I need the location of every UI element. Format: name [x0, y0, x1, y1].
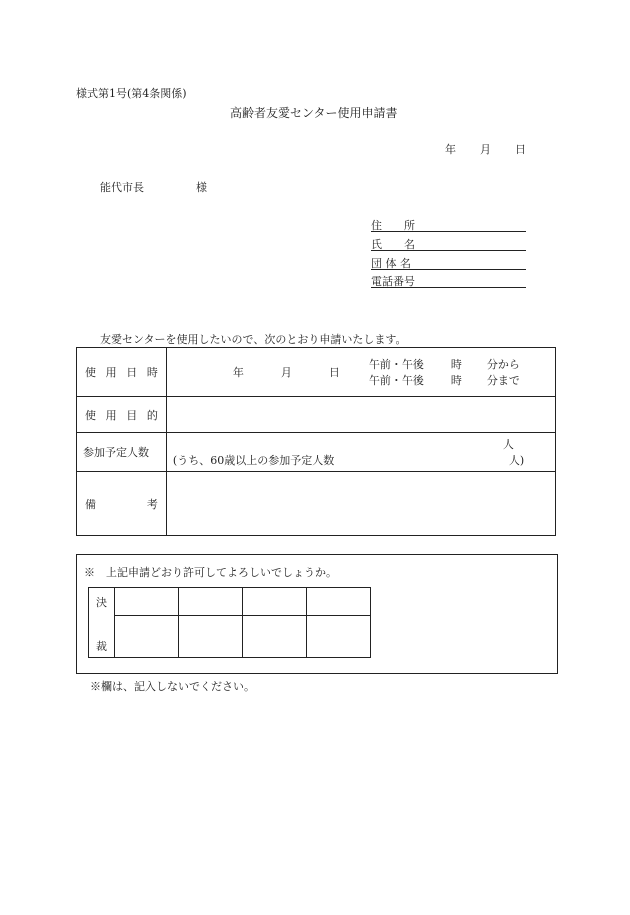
applicant-phone-line [371, 273, 526, 288]
application-table [76, 347, 556, 536]
participants-unit: 人 [502, 438, 514, 451]
approval-stamp-cell [179, 588, 243, 616]
remarks-value-cell [166, 472, 555, 536]
participants-row [77, 433, 556, 472]
kessai-bottom-label: 裁 [96, 640, 107, 653]
usage-purpose-value-cell [166, 397, 555, 433]
remarks-row [77, 472, 556, 536]
end-hour-label: 時 [450, 374, 462, 387]
addressee-name: 能代市長 [100, 181, 144, 194]
document-title: 高齢者友愛センター使用申請書 [230, 106, 398, 120]
start-hour-label: 時 [450, 358, 462, 371]
approval-stamp-cell [115, 616, 179, 658]
usage-datetime-value-cell [166, 348, 555, 397]
approval-stamp-cell [179, 616, 243, 658]
usage-month-label: 月 [280, 366, 292, 379]
kessai-top-label: 決 [96, 596, 107, 609]
approval-stamp-cell [243, 616, 307, 658]
approval-box [76, 554, 558, 674]
kessai-label-cell [89, 588, 115, 658]
usage-datetime-label-cell: 使 用 日 時 [77, 348, 167, 397]
participants-value-cell [166, 433, 555, 472]
start-ampm-label: 午前・午後 [368, 358, 424, 371]
usage-day-label: 日 [328, 366, 340, 379]
date-year-label: 年 [445, 143, 456, 156]
applicant-group-label: 団 体 名 [371, 257, 411, 270]
applicant-name-label: 氏 名 [371, 238, 415, 251]
senior-participants-unit: 人) [508, 454, 525, 467]
participants-label: 参加予定人数 [83, 446, 149, 459]
approval-grid [88, 587, 371, 658]
applicant-phone-label: 電話番号 [371, 275, 415, 288]
start-minute-label: 分から [486, 358, 520, 371]
approval-note: ※ 上記申請どおり許可してよろしいでしょうか。 [84, 566, 337, 579]
footnote: ※欄は、記入しないでください。 [90, 680, 255, 693]
usage-year-label: 年 [232, 366, 244, 379]
approval-stamp-cell [307, 616, 371, 658]
applicant-address-line [371, 217, 526, 232]
date-day-label: 日 [515, 143, 526, 156]
approval-stamp-cell [115, 588, 179, 616]
usage-purpose-label-cell: 使 用 目 的 [77, 397, 167, 433]
addressee-honorific: 様 [196, 181, 207, 194]
date-month-label: 月 [480, 143, 491, 156]
applicant-group-line [371, 255, 526, 270]
approval-stamp-cell [307, 588, 371, 616]
applicant-name-line [371, 236, 526, 251]
usage-datetime-row [77, 348, 556, 397]
end-ampm-label: 午前・午後 [368, 374, 424, 387]
request-text: 友愛センターを使用したいので、次のとおり申請いたします。 [100, 333, 407, 346]
form-number: 様式第1号(第4条関係) [76, 87, 187, 100]
applicant-address-label: 住 所 [371, 219, 415, 232]
end-minute-label: 分まで [486, 374, 520, 387]
participants-label-cell [77, 433, 167, 472]
approval-stamp-cell [243, 588, 307, 616]
usage-purpose-row [77, 397, 556, 433]
senior-participants-text: (うち、60歳以上の参加予定人数 [172, 454, 335, 467]
remarks-label-cell: 備 考 [77, 472, 167, 536]
